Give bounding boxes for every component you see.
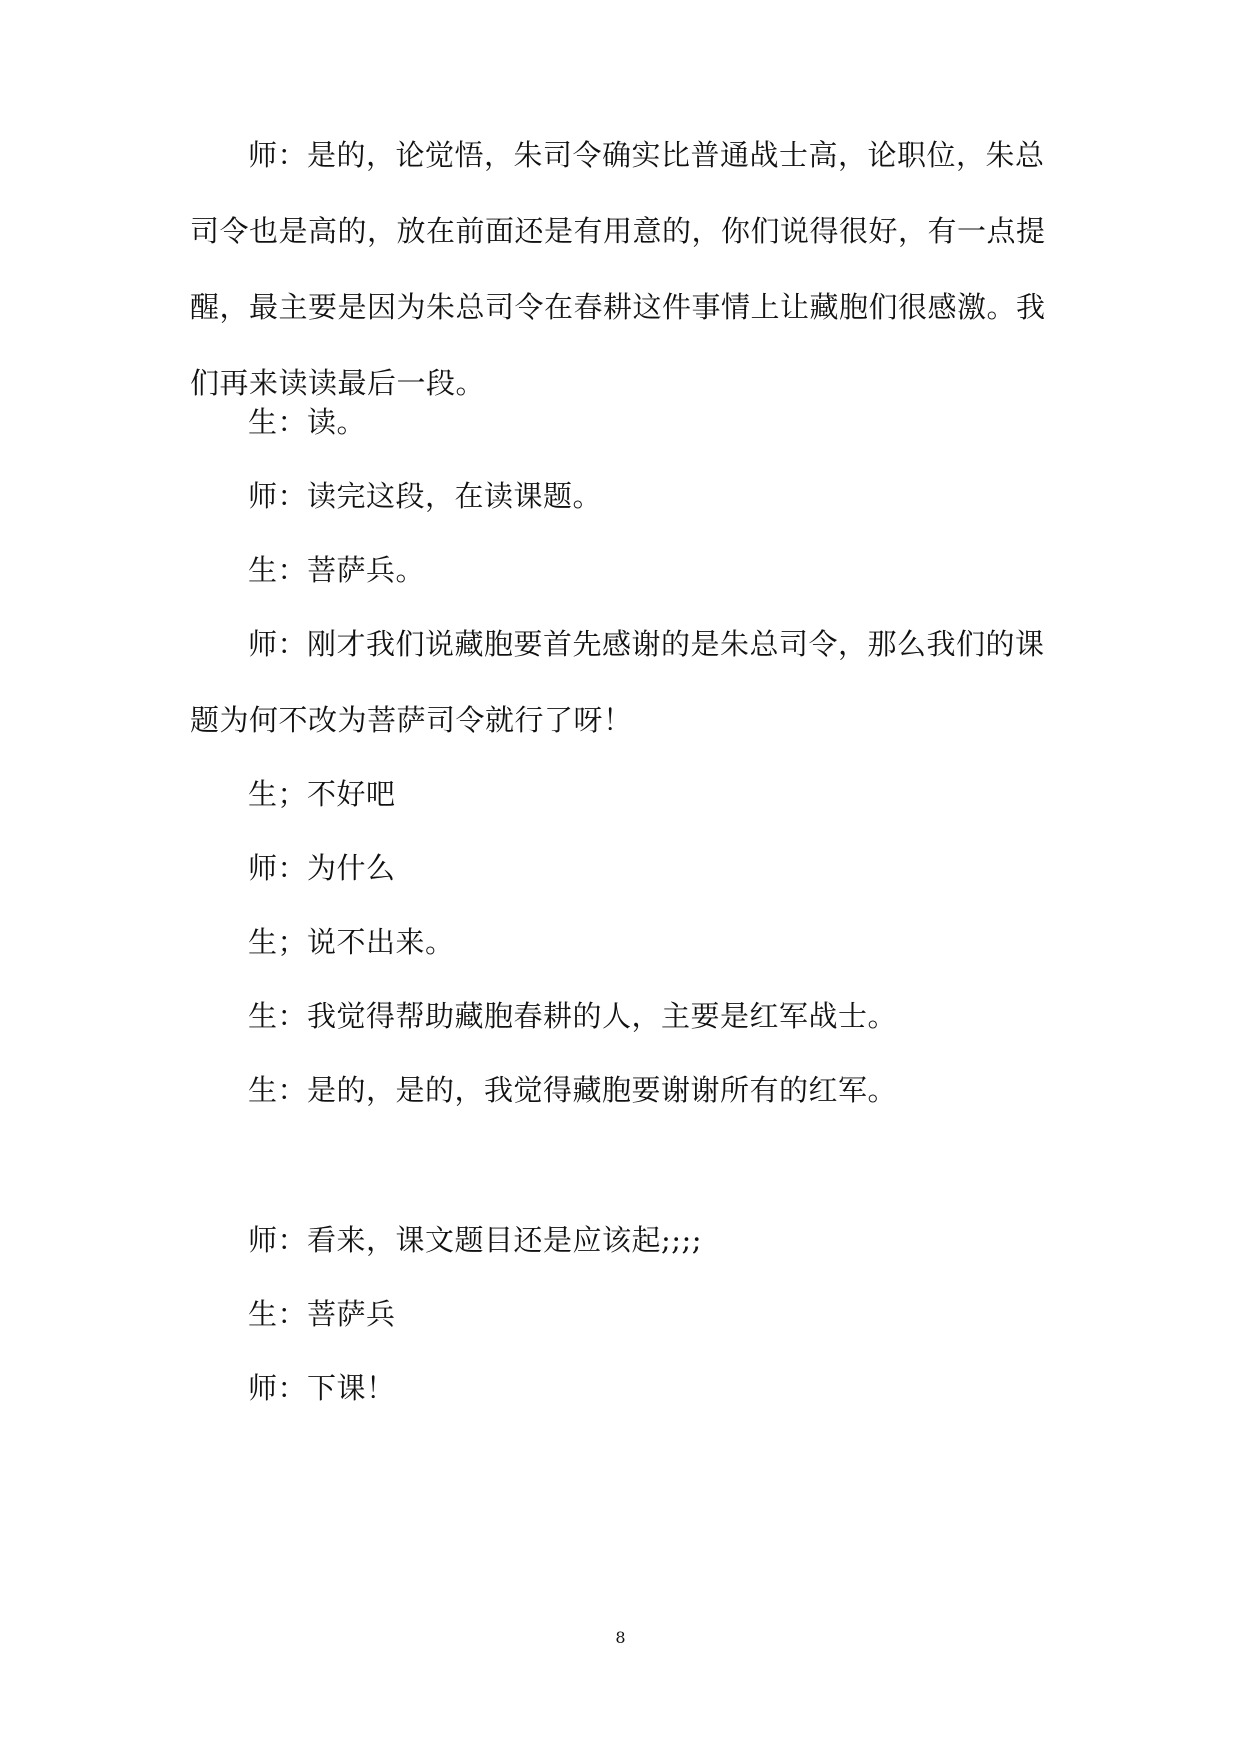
page-number: 8 (615, 1628, 626, 1647)
paragraph-student-3: 生；不好吧 (248, 777, 396, 811)
paragraph-teacher-4: 师：为什么 (248, 851, 396, 885)
paragraph-teacher-5: 师：看来，课文题目还是应该起;;;; (248, 1223, 703, 1257)
paragraph-student-1: 生：读。 (248, 405, 367, 439)
paragraph-student-6: 生：是的，是的，我觉得藏胞要谢谢所有的红军。 (248, 1073, 898, 1107)
paragraph-student-2: 生：菩萨兵。 (248, 553, 426, 587)
paragraph-teacher-6: 师：下课！ (248, 1371, 396, 1405)
paragraph-teacher-2: 师：读完这段，在读课题。 (248, 479, 603, 513)
paragraph-teacher-3: 师：刚才我们说藏胞要首先感谢的是朱总司令，那么我们的课题为何不改为菩萨司令就行了呀！ (190, 627, 1045, 737)
paragraph-teacher-1: 师：是的，论觉悟，朱司令确实比普通战士高，论职位，朱总司令也是高的，放在前面还是有用意的，你们说得很好，有一点提醒，最主要是因为朱总司令在春耕这件事情上让藏胞们很感激。我们再来读读最后一段。 (190, 138, 1046, 400)
paragraph-student-7: 生：菩萨兵 (248, 1297, 396, 1331)
paragraph-student-5: 生：我觉得帮助藏胞春耕的人，主要是红军战士。 (248, 999, 898, 1033)
paragraph-student-4: 生；说不出来。 (248, 925, 455, 959)
